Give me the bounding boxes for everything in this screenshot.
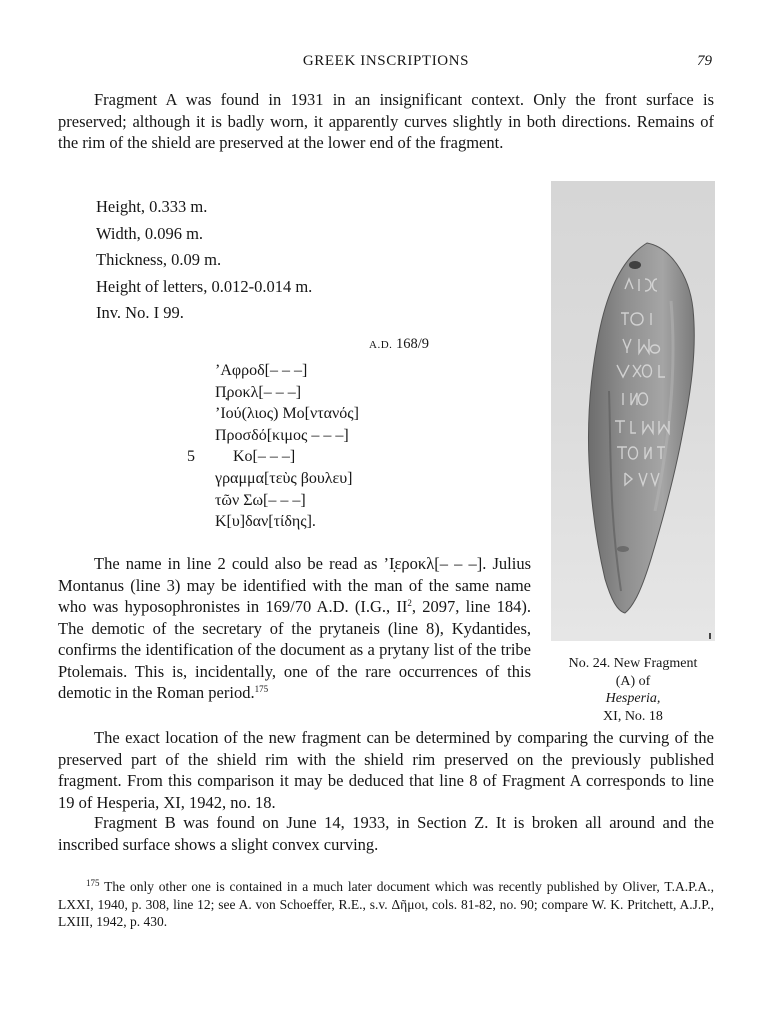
fragment-photo [551,181,715,641]
measurement-width: Width, 0.096 m. [96,223,204,243]
inscription-line: Π̣ροκλ[– – –] [215,383,302,401]
paragraph-location: The exact location of the new fragment can be determined by comparing the curving of the preserved part of the shield rim with the shield rim preserved on the previously published fragment. From this comparison it may be deduced that line 8 of Fragment A corresponds to line 19 of Hesperia, XI, 1942, no. 18. [58,728,714,812]
inscription-line: Προσδό[κιμος – – –] [215,426,349,444]
measurements-list [96,194,426,327]
date-era: A.D. [369,339,393,351]
caption-line: No. 24. New Fragment [568,656,698,671]
caption-line: (A) of Hesperia, [605,673,661,706]
inscription-line: ’Αφροδ[– – –] [215,362,308,379]
paragraph-fragment-b: Fragment B was found on June 14, 1933, in Section Z. It is broken all around and the inscribed surface shows a slight convex curving. [58,813,714,854]
footnote-marker: 175 [86,878,100,888]
line-number: 5 [187,448,195,466]
paragraph-fragment-a: Fragment A was found in 1931 in an insignificant context. Only the front surface is preserved; although it is badly worn, it apparently curves slightly in both directions. Remains of the rim of the shield are preserved at the lower end of the fragment. [58,90,714,152]
inscription-line: 5 Κο[– – –] [187,446,359,468]
footnote-reference: 175 [254,684,269,694]
footnote: $^{175}$ The only other one is contained in a much later document which was recently published by Oliver, T.A.P.A., LXXI, 1940, p. 308, line 12; see A. von Schoeffer, R.E., s.v. Δῆμοι, cols. 81-82, no. 90; compare W. K. Pritchett, A.J.P., LXIII, 1942, p. 430. [58,878,714,929]
inscription-line: ’Ιού(λιος) Μο[ντανός] [215,405,359,423]
page-number: 79 [697,53,712,69]
measurement-height: Height, 0.333 m. [96,197,208,216]
paragraph-commentary: The name in line 2 could also be read as ’Ι̣εροκλ[– – –]. Julius Montanus (line 3) may be identified with the man of the same name who was hyposophronistes in 169/70 A.D. (I.G., $II^2$, 2097, line 184). The demotic of the secretary of the prytaneis (line 8), Kydantides, confirms the identification of the document as a prytany list of the tribe Ptolemais. This is, incidentally, one of the rare occurrences of this demotic in the Roman period.$^{175}$ [58,554,531,702]
running-title: GREEK INSCRIPTIONS [302,53,470,69]
date-year: 168/9 [396,336,430,352]
measurement-letter-height: Height of letters, 0.012-0.014 m. [96,276,313,296]
inscription-line: τῶν Σω[– – –] [215,491,306,509]
inscription-date [369,336,429,353]
figure-block [551,181,715,725]
figure-caption [551,655,715,725]
running-head [58,53,714,75]
inscription-line: Κ[υ]δαν[τίδης]. [215,513,316,531]
measurement-thickness: Thickness, 0.09 m. [96,250,222,269]
inscription-text [187,360,359,533]
caption-line: XI, No. 18 [603,708,663,724]
inventory-number: Inv. No. I 99. [96,303,184,322]
inscription-line: γραμμα[τεὺς βουλευ] [215,469,353,487]
